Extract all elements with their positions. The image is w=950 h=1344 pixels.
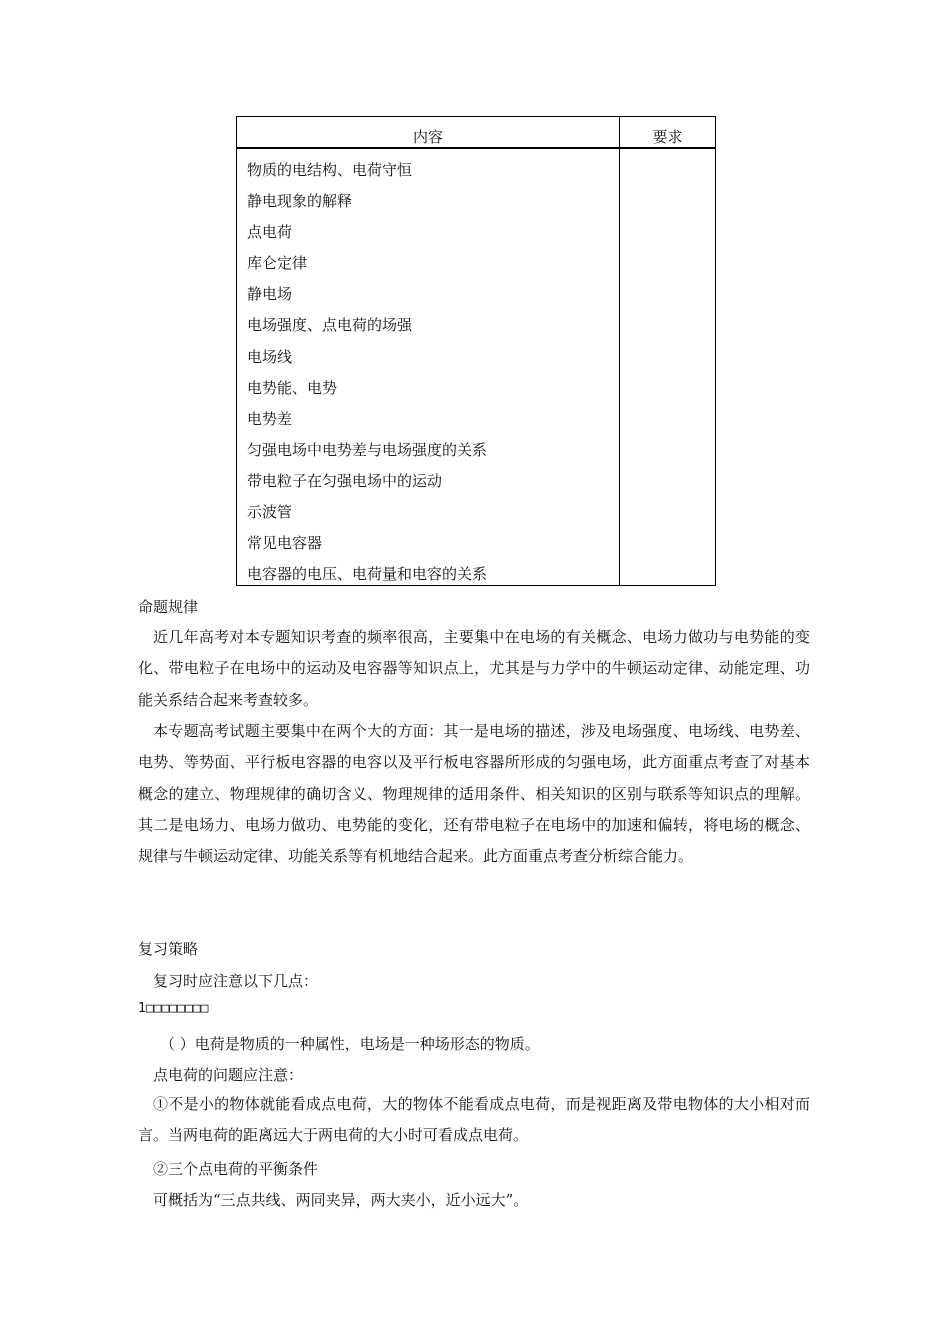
table-row: 静电场 xyxy=(247,285,293,304)
header-content: 内容 xyxy=(412,128,443,146)
table-row: 电容器的电压、电荷量和电容的关系 xyxy=(247,565,488,584)
note-2-detail: 可概括为“三点共线、两同夹异，两大夹小，近小远大”。 xyxy=(153,1191,529,1209)
syllabus-table xyxy=(236,116,716,586)
table-row: 点电荷 xyxy=(247,223,293,242)
table-rows xyxy=(247,157,617,592)
column-divider xyxy=(619,117,620,585)
table-row: 电势差 xyxy=(247,409,293,428)
table-row: 静电现象的解释 xyxy=(247,192,353,211)
table-row: 带电粒子在匀强电场中的运动 xyxy=(247,471,443,490)
table-row: 示波管 xyxy=(247,503,293,522)
table-row: 电场强度、点电荷的场强 xyxy=(247,316,413,335)
table-row: 库仑定律 xyxy=(247,254,308,273)
point-charge-note: 点电荷的问题应注意： xyxy=(153,1066,304,1084)
review-intro: 复习时应注意以下几点： xyxy=(153,972,319,990)
item1-subpoint: （ ）电荷是物质的一种属性，电场是一种场形态的物质。 xyxy=(160,1035,540,1053)
paragraph-proposition-1: 近几年高考对本专题知识考查的频率很高，主要集中在电场的有关概念、电场力做功与电势能的变化、带电粒子在电场中的运动及电容器等知识点上，尤其是与力学中的牛顿运动定律、动能定理、功能关系结合起来考查较多。 xyxy=(138,628,810,709)
paragraph-proposition-2: 本专题高考试题主要集中在两个大的方面：其一是电场的描述，涉及电场强度、电场线、电势差、电势、等势面、平行板电容器的电容以及平行板电容器所形成的匀强电场，此方面重点考查了对基本概念的建立、物理规律的确切含义、物理规律的适用条件、相关知识的区别与联系等知识点的理解。其二是电场力、电场力做功、电势能的变化，还有带电粒子在电场中的加速和偏转，将电场的概念、规律与牛顿运动定律、功能关系等有机地结合起来。此方面重点考查分析综合能力。 xyxy=(138,722,810,866)
note-1: ①不是小的物体就能看成点电荷，大的物体不能看成点电荷，而是视距离及带电物体的大小相对而言。当两电荷的距离远大于两电荷的大小时可看成点电荷。 xyxy=(138,1095,810,1145)
section-title-review: 复习策略 xyxy=(138,940,199,958)
table-row: 常见电容器 xyxy=(247,534,323,553)
header-requirement: 要求 xyxy=(652,128,683,146)
section-title-proposition: 命题规律 xyxy=(138,598,199,616)
table-header xyxy=(237,117,715,149)
table-row: 电场线 xyxy=(247,347,293,366)
garbled-item-heading: 1□□□□□□□□ xyxy=(138,1001,209,1016)
table-row: 物质的电结构、电荷守恒 xyxy=(247,161,413,179)
note-2: ②三个点电荷的平衡条件 xyxy=(153,1160,319,1178)
table-row: 匀强电场中电势差与电场强度的关系 xyxy=(247,440,488,459)
table-row: 电势能、电势 xyxy=(247,378,338,397)
